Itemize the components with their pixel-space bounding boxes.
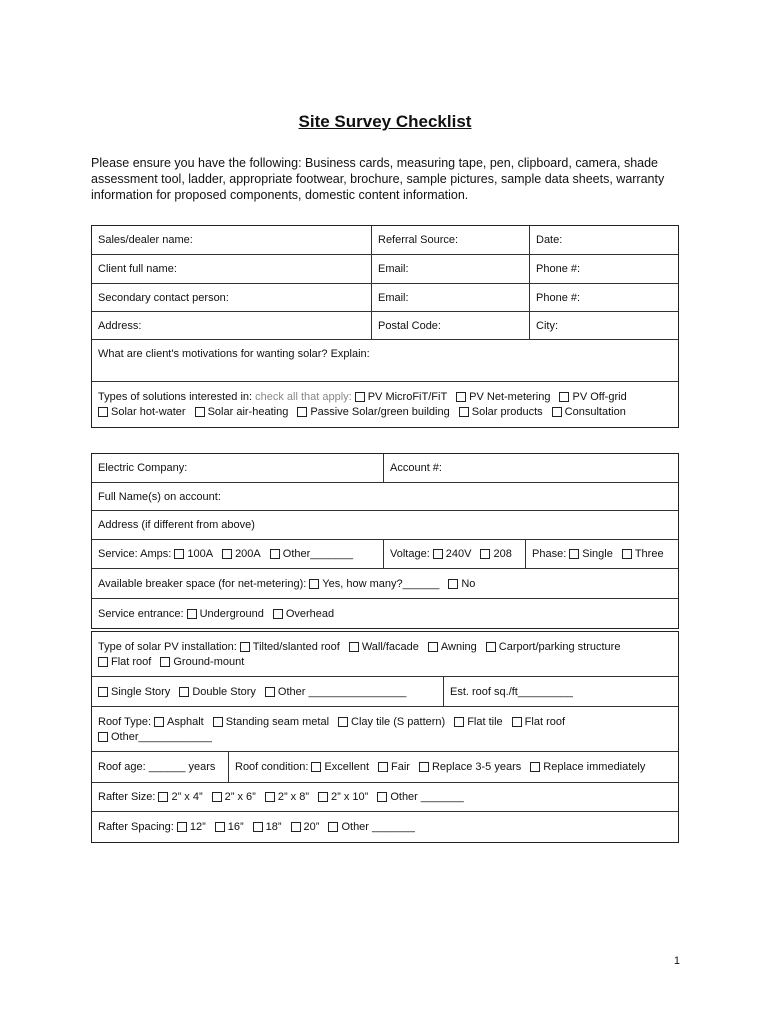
checkbox-carport[interactable]	[486, 641, 621, 653]
checkbox-passive-solar[interactable]	[297, 406, 449, 418]
table-row	[92, 226, 678, 255]
checkbox-rooftype-other[interactable]	[98, 731, 212, 743]
checkbox-rafter-2x10[interactable]	[318, 791, 368, 803]
checkbox-icon	[291, 822, 301, 832]
field-label: Phone #:	[536, 263, 581, 275]
checkbox-pv-microfit[interactable]	[355, 391, 447, 403]
table-row	[92, 340, 678, 382]
roof-info-table	[91, 631, 679, 843]
checkbox-double-story[interactable]	[179, 686, 256, 698]
checkbox-icon	[98, 407, 108, 417]
checkbox-icon	[454, 717, 464, 727]
checkbox-excellent[interactable]	[311, 761, 369, 773]
checkbox-spacing-12[interactable]	[177, 821, 206, 833]
checkbox-100a[interactable]	[174, 548, 213, 560]
option-label: Fair	[391, 761, 410, 773]
checkbox-icon	[270, 549, 280, 559]
service-amps	[92, 540, 384, 568]
checkbox-flat-tile[interactable]	[454, 716, 502, 728]
solution-types	[92, 382, 678, 427]
option-label: PV MicroFiT/FiT	[367, 391, 448, 403]
option-label: Other____________	[111, 730, 212, 743]
option-label: Clay tile (S pattern)	[351, 715, 446, 728]
checkbox-solar-air-heating[interactable]	[195, 406, 289, 418]
checkbox-icon	[328, 822, 338, 832]
roof-sqft-field[interactable]	[444, 677, 678, 706]
checkbox-icon	[309, 579, 319, 589]
option-label: Carport/parking structure	[498, 640, 621, 653]
checkbox-pv-net-metering[interactable]	[456, 391, 550, 403]
field-label: Rafter Spacing:	[98, 821, 174, 833]
checkbox-icon	[195, 407, 205, 417]
checkbox-icon	[419, 762, 429, 772]
checkbox-rafter-size-other[interactable]	[377, 791, 463, 803]
table-row	[92, 752, 678, 783]
checkbox-asphalt[interactable]	[154, 716, 204, 728]
installation-type	[92, 632, 678, 676]
checkbox-story-other[interactable]	[265, 686, 406, 698]
checkbox-icon	[177, 822, 187, 832]
checkbox-replace-immediately[interactable]	[530, 761, 645, 773]
client-info-table	[91, 225, 679, 428]
checkbox-icon	[297, 407, 307, 417]
checkbox-ground-mount[interactable]	[160, 656, 244, 668]
option-label: Overhead	[285, 607, 335, 620]
option-label: 12”	[189, 821, 206, 833]
checkbox-icon	[212, 792, 222, 802]
checkbox-240v[interactable]	[433, 548, 472, 560]
option-label: 200A	[235, 548, 261, 560]
checkbox-icon	[253, 822, 263, 832]
field-label: Roof Type:	[98, 715, 151, 728]
table-row	[92, 540, 678, 569]
checkbox-icon	[486, 642, 496, 652]
intro-text: Please ensure you have the following: Business cards, measuring tape, pen, clipboard, camera, shade assessment tool, ladder, appropriate footwear, brochure, sample pictures, sample data sheets, warranty information for proposed components, domestic content information.	[91, 156, 665, 202]
checkbox-icon	[311, 762, 321, 772]
checkbox-icon	[433, 549, 443, 559]
field-label: Phone #:	[536, 291, 581, 304]
checkbox-icon	[179, 687, 189, 697]
field-label: Sales/dealer name:	[98, 234, 193, 246]
checkbox-icon	[215, 822, 225, 832]
table-row	[92, 312, 678, 340]
secondary-contact-field[interactable]	[92, 284, 372, 311]
field-label: Est. roof sq./ft_________	[450, 685, 573, 698]
checkbox-icon	[456, 392, 466, 402]
table-row	[92, 511, 678, 540]
option-label: 20”	[303, 821, 320, 833]
checkbox-standing-seam[interactable]	[213, 716, 329, 728]
checkbox-icon	[98, 687, 108, 697]
checkbox-solar-products[interactable]	[459, 406, 543, 418]
checkbox-icon	[512, 717, 522, 727]
phase	[526, 540, 678, 568]
table-row	[92, 783, 678, 812]
roof-condition	[229, 752, 678, 782]
checkbox-three-phase[interactable]	[622, 548, 664, 560]
field-label: What are client's motivations for wanting solar? Explain:	[98, 348, 370, 360]
checkbox-icon	[622, 549, 632, 559]
checkbox-spacing-other[interactable]	[328, 821, 414, 833]
option-label: Flat roof	[111, 655, 152, 668]
checkbox-overhead[interactable]	[273, 608, 334, 620]
field-label: Full Name(s) on account:	[98, 490, 221, 503]
checkbox-spacing-16[interactable]	[215, 821, 244, 833]
sales-dealer-field[interactable]	[92, 226, 372, 254]
checkbox-icon	[480, 549, 490, 559]
roof-age-field[interactable]	[92, 752, 229, 782]
checkbox-icon	[98, 732, 108, 742]
option-label: No	[461, 577, 476, 590]
checkbox-breaker-no[interactable]	[448, 578, 475, 590]
table-row	[92, 454, 678, 483]
option-label: Replace 3-5 years	[431, 761, 522, 773]
checkbox-awning[interactable]	[428, 641, 477, 653]
option-label: Flat tile	[467, 715, 503, 728]
checkbox-icon	[273, 609, 283, 619]
referral-source-field[interactable]	[372, 226, 530, 254]
field-label: Type of solar PV installation:	[98, 640, 237, 653]
checkbox-icon	[222, 549, 232, 559]
field-label: Phase:	[532, 548, 567, 560]
checkbox-pv-off-grid[interactable]	[559, 391, 626, 403]
checkbox-208[interactable]	[480, 548, 511, 560]
checkbox-icon	[569, 549, 579, 559]
checkbox-200a[interactable]	[222, 548, 261, 560]
option-label: 2” x 4”	[171, 791, 203, 803]
checkbox-consultation[interactable]	[552, 406, 626, 418]
option-label: Solar hot-water	[111, 406, 186, 418]
table-row	[92, 382, 678, 427]
option-label: Yes, how many?______	[322, 577, 440, 590]
option-label: 18”	[265, 821, 282, 833]
field-label: Roof age: ______ years	[98, 761, 216, 773]
field-label: Referral Source:	[378, 234, 459, 246]
field-label: Date:	[536, 234, 563, 246]
page-title: Site Survey Checklist	[298, 112, 472, 131]
checkbox-icon	[213, 717, 223, 727]
motivations-field[interactable]	[92, 340, 678, 381]
checkbox-wall-facade[interactable]	[349, 641, 419, 653]
option-label: 2” x 8”	[277, 791, 310, 803]
postal-code-field[interactable]	[372, 312, 530, 339]
option-label: Awning	[440, 640, 477, 653]
checkbox-tilted-roof[interactable]	[240, 641, 340, 653]
checkbox-fair[interactable]	[378, 761, 410, 773]
checkbox-spacing-20[interactable]	[291, 821, 320, 833]
option-label: Standing seam metal	[225, 715, 330, 728]
checkbox-icon	[265, 792, 275, 802]
checkbox-clay-tile[interactable]	[338, 716, 445, 728]
checkbox-icon	[98, 657, 108, 667]
option-label: Flat roof	[524, 715, 566, 728]
field-label: Roof condition:	[235, 761, 309, 773]
account-number-field[interactable]	[384, 454, 678, 482]
option-label: 16”	[227, 821, 244, 833]
option-label: Double Story	[192, 685, 256, 698]
field-label: Email:	[378, 291, 409, 304]
rafter-spacing	[92, 812, 678, 842]
checkbox-icon	[174, 549, 184, 559]
checkbox-icon	[377, 792, 387, 802]
rafter-size	[92, 783, 678, 811]
field-label: Account #:	[390, 462, 442, 474]
table-row	[92, 255, 678, 284]
field-label: Email:	[378, 263, 409, 275]
option-label: Other_______	[282, 548, 354, 560]
option-label: Underground	[199, 607, 264, 620]
field-label: Electric Company:	[98, 462, 188, 474]
checkbox-icon	[158, 792, 168, 802]
option-label: Tilted/slanted roof	[252, 640, 340, 653]
alt-address-field[interactable]	[92, 511, 678, 539]
checkbox-breaker-yes[interactable]	[309, 578, 439, 590]
checkbox-icon	[160, 657, 170, 667]
service-entrance	[92, 599, 678, 628]
checkbox-solar-hot-water[interactable]	[98, 406, 186, 418]
table-row	[92, 707, 678, 752]
checkbox-rooftype-flat-roof[interactable]	[512, 716, 565, 728]
roof-type	[92, 707, 678, 751]
phone-field[interactable]	[530, 255, 678, 283]
checkbox-icon	[187, 609, 197, 619]
checkbox-single-story[interactable]	[98, 686, 170, 698]
option-label: Other ________________	[277, 685, 407, 698]
voltage	[384, 540, 526, 568]
secondary-phone-field[interactable]	[530, 284, 678, 311]
field-label: Service entrance:	[98, 607, 184, 620]
checkbox-icon	[349, 642, 359, 652]
option-label: Solar air-heating	[207, 406, 289, 418]
checkbox-single-phase[interactable]	[569, 548, 613, 560]
option-label: Asphalt	[167, 715, 204, 728]
date-field[interactable]	[530, 226, 678, 254]
option-label: 2” x 6”	[224, 791, 256, 803]
checkbox-rafter-2x4[interactable]	[158, 791, 202, 803]
checkbox-rafter-2x6[interactable]	[212, 791, 256, 803]
field-label: Address:	[98, 319, 142, 332]
checkbox-replace-3-5[interactable]	[419, 761, 521, 773]
option-label: 2” x 10”	[331, 791, 369, 803]
checkbox-icon	[355, 392, 365, 402]
checkbox-icon	[552, 407, 562, 417]
field-label: Available breaker space (for net-metering):	[98, 577, 307, 590]
table-row	[92, 284, 678, 312]
option-label: Solar products	[471, 406, 543, 418]
checkbox-icon	[459, 407, 469, 417]
option-label: 100A	[187, 548, 214, 560]
option-label: 208	[493, 548, 512, 560]
field-label: Rafter Size:	[98, 791, 156, 803]
table-row	[92, 483, 678, 511]
option-label: Passive Solar/green building	[310, 406, 450, 418]
option-label: Single	[582, 548, 613, 560]
address-field[interactable]	[92, 312, 372, 339]
field-label: Postal Code:	[378, 319, 441, 332]
client-name-field[interactable]	[92, 255, 372, 283]
checkbox-icon	[378, 762, 388, 772]
checkbox-icon	[448, 579, 458, 589]
checkbox-underground[interactable]	[187, 608, 264, 620]
types-hint: check all that apply:	[255, 391, 352, 403]
checkbox-icon	[154, 717, 164, 727]
field-label: Client full name:	[98, 263, 177, 275]
table-row	[92, 677, 678, 707]
electric-company-field[interactable]	[92, 454, 384, 482]
table-row	[92, 569, 678, 599]
field-label: Service: Amps:	[98, 548, 172, 560]
checkbox-icon	[318, 792, 328, 802]
option-label: PV Off-grid	[572, 391, 627, 403]
option-label: Excellent	[324, 761, 370, 773]
types-label: Types of solutions interested in:	[98, 391, 253, 403]
checkbox-icon	[265, 687, 275, 697]
checkbox-icon	[530, 762, 540, 772]
stories	[92, 677, 444, 706]
option-label: 240V	[445, 548, 472, 560]
field-label: City:	[536, 319, 558, 332]
option-label: PV Net-metering	[469, 391, 551, 403]
option-label: Consultation	[564, 406, 626, 418]
electric-info-table	[91, 453, 679, 629]
page-number: 1	[673, 955, 680, 967]
table-row	[92, 632, 678, 677]
checkbox-icon	[428, 642, 438, 652]
account-names-field[interactable]	[92, 483, 678, 510]
option-label: Replace immediately	[543, 761, 646, 773]
option-label: Other _______	[390, 791, 464, 803]
checkbox-rafter-2x8[interactable]	[265, 791, 309, 803]
field-label: Secondary contact person:	[98, 291, 229, 304]
checkbox-icon	[338, 717, 348, 727]
table-row	[92, 812, 678, 842]
email-field[interactable]	[372, 255, 530, 283]
breaker-space	[92, 569, 678, 598]
checkbox-amps-other[interactable]	[270, 548, 353, 560]
option-label: Wall/facade	[361, 640, 419, 653]
checkbox-icon	[559, 392, 569, 402]
option-label: Three	[634, 548, 664, 560]
option-label: Other _______	[341, 821, 415, 833]
checkbox-install-flat-roof[interactable]	[98, 656, 151, 668]
option-label: Single Story	[111, 685, 171, 698]
table-row	[92, 599, 678, 628]
secondary-email-field[interactable]	[372, 284, 530, 311]
option-label: Ground-mount	[173, 655, 245, 668]
checkbox-spacing-18[interactable]	[253, 821, 282, 833]
field-label: Voltage:	[390, 548, 430, 560]
city-field[interactable]	[530, 312, 678, 339]
checkbox-icon	[240, 642, 250, 652]
field-label: Address (if different from above)	[98, 519, 255, 531]
